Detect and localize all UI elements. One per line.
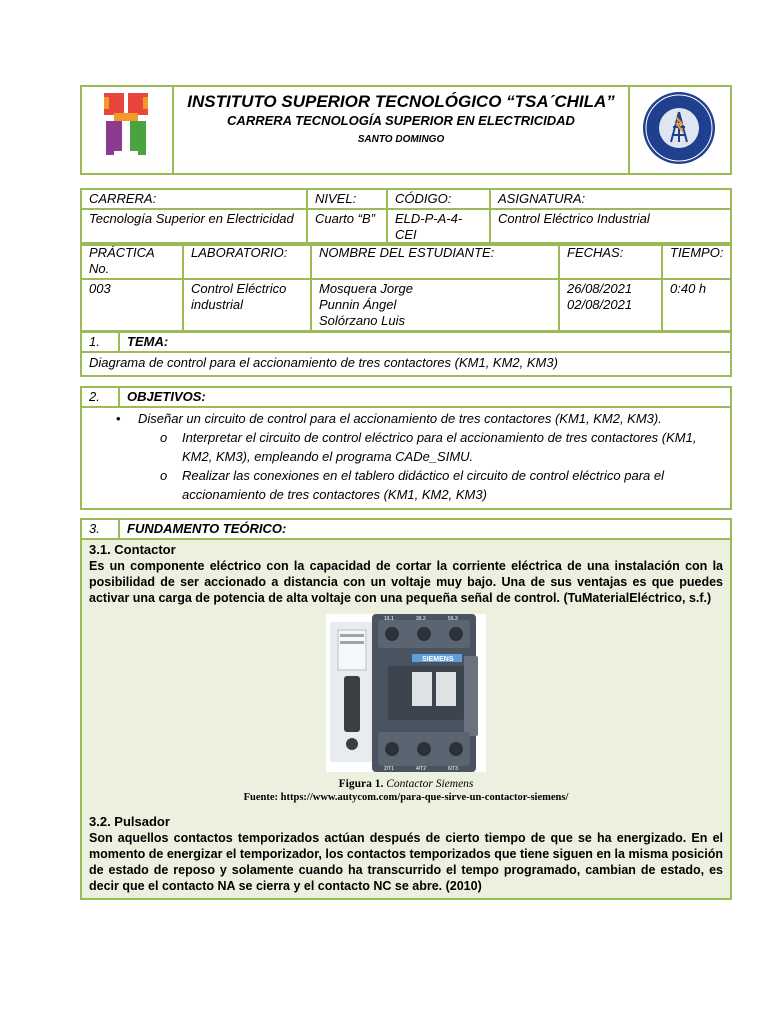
header-title-cell	[173, 86, 629, 174]
sub-bullet-icon: o	[160, 430, 168, 445]
course-info-table	[80, 188, 732, 246]
laboratorio-header: LABORATORIO:	[183, 243, 311, 279]
sub-bullet-icon: o	[160, 468, 168, 483]
bullet-icon: •	[116, 411, 121, 426]
objetivos-number: 2.	[81, 387, 119, 407]
laboratorio-line: industrial	[191, 297, 244, 312]
left-logo-cell	[81, 86, 173, 174]
estudiantes-value	[311, 279, 559, 331]
electricidad-seal-icon	[630, 87, 728, 169]
figure-source: Fuente: https://www.autycom.com/para-que-sirve-un-contactor-siemens/	[243, 792, 569, 803]
photo-terminal-label: 2/T1	[384, 766, 395, 772]
city-name: SANTO DOMINGO	[357, 134, 445, 145]
institute-name: INSTITUTO SUPERIOR TECNOLÓGICO “TSA´CHILA”	[187, 92, 615, 111]
laboratorio-line: Control Eléctrico	[191, 281, 287, 296]
codigo-header: CÓDIGO:	[387, 189, 490, 209]
fechas-value	[559, 279, 662, 331]
tema-section	[80, 331, 732, 377]
objective-sub-2	[82, 466, 730, 485]
photo-terminal-label: 1/L1	[384, 616, 394, 622]
date-line: 26/08/2021	[567, 281, 633, 296]
practice-info-table	[80, 242, 732, 332]
practica-value: 003	[81, 279, 183, 331]
institute-logo-icon	[82, 87, 170, 169]
contactor-figure	[326, 614, 486, 772]
contactor-photo-icon	[326, 614, 486, 772]
objective-sub-1-cont: KM2, KM3), empleando el programa CADe_SIMU.	[182, 449, 474, 464]
nivel-value: Cuarto “B”	[307, 209, 387, 245]
tema-text: Diagrama de control para el accionamiento de tres contactores (KM1, KM2, KM3)	[81, 352, 731, 376]
tema-title: TEMA:	[119, 332, 731, 352]
photo-terminal-label: 3/L2	[416, 616, 426, 622]
laboratorio-value	[183, 279, 311, 331]
figure-caption	[89, 778, 723, 791]
carrera-value: Tecnología Superior en Electricidad	[81, 209, 307, 245]
estudiante-header: NOMBRE DEL ESTUDIANTE:	[311, 243, 559, 279]
career-name: CARRERA TECNOLOGÍA SUPERIOR EN ELECTRICIDAD	[227, 113, 575, 128]
student-name: Mosquera Jorge	[319, 281, 413, 296]
section-3-2-title: 3.2. Pulsador	[89, 814, 170, 829]
section-3-1-title: 3.1. Contactor	[89, 542, 176, 557]
tiempo-value: 0:40 h	[662, 279, 731, 331]
photo-terminal-label: 5/L3	[448, 616, 458, 622]
asignatura-value: Control Eléctrico Industrial	[490, 209, 731, 245]
carrera-header: CARRERA:	[81, 189, 307, 209]
fundamento-number: 3.	[81, 519, 119, 539]
codigo-value: ELD-P-A-4-CEI	[387, 209, 490, 245]
objective-sub-1-line-a: Interpretar el circuito de control eléctrico para el accionamiento de tres contactores (KM1,	[182, 430, 697, 445]
objective-sub-1	[82, 428, 730, 447]
document-header	[80, 85, 732, 171]
photo-terminal-label: 6/T3	[448, 766, 459, 772]
objetivos-body	[81, 407, 731, 509]
fundamento-body	[81, 539, 731, 899]
fundamento-section	[80, 518, 732, 900]
photo-terminal-label: 4/T2	[416, 766, 427, 772]
date-line: 02/08/2021	[567, 297, 633, 312]
tiempo-header: TIEMPO:	[662, 243, 731, 279]
section-3-1-text: Es un componente eléctrico con la capacidad de cortar la corriente eléctrica de una instalación con la posibilidad de ser accionado a distancia con un voltaje muy bajo. Una de sus ventajas es que puedes activar una carga de potencia de alta voltaje con una pequeña señal de control. (TuMaterialEléctrico, s.f.)	[89, 559, 723, 605]
objective-main-text: Diseñar un circuito de control para el accionamiento de tres contactores (KM1, KM2, KM3).	[138, 411, 662, 426]
objective-main	[82, 409, 730, 428]
right-logo-cell	[629, 86, 731, 174]
objective-sub-2-cont: accionamiento de tres contactores (KM1, KM2, KM3)	[182, 487, 487, 502]
section-3-2-text: Son aquellos contactos temporizados actúan después de cierto tiempo de que se ha energizado. En el momento de energizar el temporizador, los contactos temporizados que tiene siguen en la misma posición de estado de reposo y solamente cuando ha transcurrido el tempo programado, cambian de estado, es decir que el contacto NA se cierra y el contacto NC se abre. (2010)	[89, 831, 723, 893]
figure-caption-text: Contactor Siemens	[386, 778, 474, 790]
fundamento-title: FUNDAMENTO TEÓRICO:	[119, 519, 731, 539]
asignatura-header: ASIGNATURA:	[490, 189, 731, 209]
nivel-header: NIVEL:	[307, 189, 387, 209]
objetivos-title: OBJETIVOS:	[119, 387, 731, 407]
objetivos-section	[80, 386, 732, 510]
practica-header: PRÁCTICA No.	[81, 243, 183, 279]
fechas-header: FECHAS:	[559, 243, 662, 279]
objective-sub-2-line-a: Realizar las conexiones en el tablero didáctico el circuito de control eléctrico para el	[182, 468, 664, 483]
figure-label: Figura 1.	[338, 778, 384, 790]
student-name: Solórzano Luis	[319, 313, 405, 328]
tema-number: 1.	[81, 332, 119, 352]
student-name: Punnin Ángel	[319, 297, 397, 312]
photo-brand-label: SIEMENS	[422, 656, 454, 663]
